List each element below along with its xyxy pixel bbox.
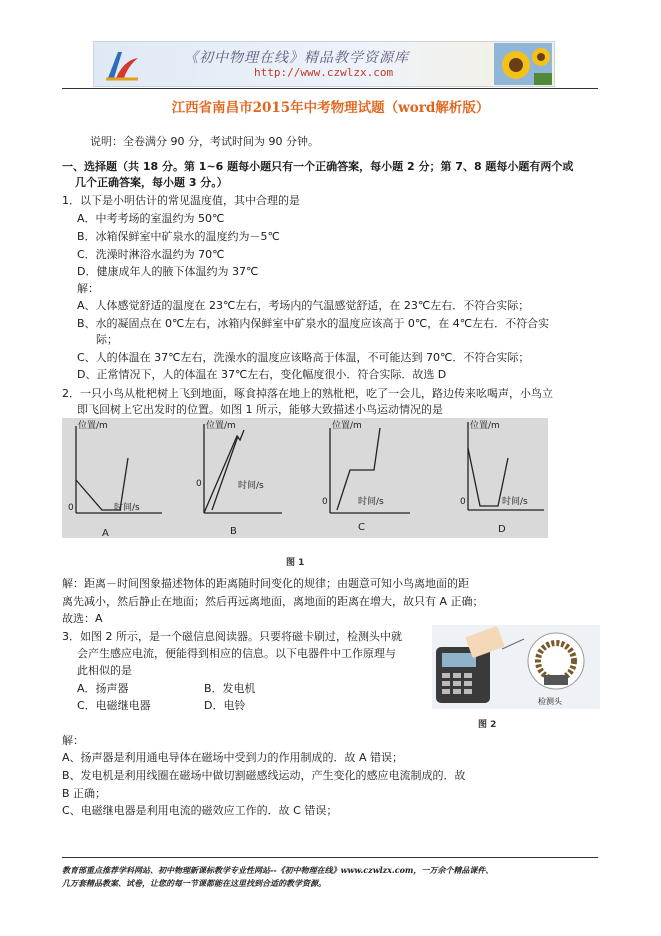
banner-title: 《初中物理在线》精品教学资源库: [184, 50, 409, 66]
q1-solution-label: 解：: [77, 282, 99, 295]
graph-c-x-label: 时间/s: [358, 497, 384, 507]
footer-line1: 教育部重点推荐学科网站、初中物理新课标教学专业性网站--《初中物理在线》www.czwlzx.com，一万余个精品课件、: [62, 865, 494, 875]
graph-b-label: B: [230, 526, 237, 537]
q2-stem-line1: 2．一只小鸟从枇杷树上飞到地面，啄食掉落在地上的熟枇杷，吃了一会儿，路边传来吆喝声，小鸟立: [62, 387, 553, 400]
exam-note: 说明：全卷满分 90 分，考试时间为 90 分钟。: [90, 135, 319, 148]
graph-a-origin: 0: [68, 503, 74, 513]
q1-option-d: D．健康成年人的腋下体温约为 37℃: [77, 265, 259, 278]
banner-url[interactable]: http://www.czwlzx.com: [254, 66, 394, 79]
position-time-graphs: [62, 418, 548, 538]
q1-option-c: C．洗澡时淋浴水温约为 70℃: [77, 248, 225, 261]
header-rule: [62, 88, 598, 89]
graph-a-label: A: [102, 528, 109, 538]
q3-option-d: D．电铃: [204, 699, 246, 712]
page-title: 江西省南昌市2015年中考物理试题（word解析版）: [171, 100, 490, 116]
graph-b-x-label: 时间/s: [238, 481, 264, 491]
graph-d-label: D: [498, 524, 506, 535]
q3-stem-line3: 此相似的是: [77, 664, 132, 677]
page-footer: [62, 864, 622, 890]
graph-b-origin: 0: [196, 479, 202, 489]
graph-a-x-label: 时间/s: [114, 503, 140, 513]
q2-answer-line1: 解：距离－时间图象描述物体的距离随时间变化的规律；由题意可知小鸟离地面的距: [62, 577, 469, 590]
card-reader-illustration: [432, 625, 600, 709]
figure-1-graphs: [62, 418, 548, 538]
graph-d-origin: 0: [460, 497, 466, 507]
graph-b-curve: [204, 430, 244, 513]
footer-line2: 几万套精品教案、试卷，让您的每一节课都能在这里找到合适的教学资源。: [62, 878, 326, 888]
q2-stem-line2: 即飞回树上它出发时的位置。如图 1 所示，能够大致描述小鸟运动情况的是: [77, 403, 443, 416]
q1-stem: 1．以下是小明估计的常见温度值，其中合理的是: [62, 194, 300, 207]
q1-option-b: B．冰箱保鲜室中矿泉水的温度约为－5℃: [77, 230, 280, 243]
detector-label: 检测头: [538, 697, 562, 706]
graph-c-label: C: [358, 522, 365, 533]
q3-option-a: A．扬声器: [77, 682, 129, 695]
graph-c-origin: 0: [322, 497, 328, 507]
graph-d-y-label: 位置/m: [470, 421, 500, 431]
q2-answer-line2: 离先减小，然后静止在地面；然后再远离地面，离地面的距离在增大，故只有 A 正确；: [62, 595, 484, 608]
section-header-line1: 一、选择题（共 18 分。第 1~6 题每小题只有一个正确答案，每小题 2 分；第 7、8 题每小题有两个或: [62, 160, 574, 173]
q3-solution-c: C、电磁继电器是利用电流的磁效应工作的．故 C 错误；: [62, 804, 338, 817]
site-logo-icon: [102, 46, 142, 82]
header-banner: [93, 41, 555, 87]
footer-rule: [62, 857, 598, 858]
figure-2-card-reader: [432, 625, 600, 709]
q2-answer-line3: 故选：A: [62, 612, 103, 625]
q3-solution-b: B、发电机是利用线圈在磁场中做切割磁感线运动，产生变化的感应电流制成的．故: [62, 769, 466, 782]
q3-solution-label: 解：: [62, 734, 84, 747]
q3-option-c: C．电磁继电器: [77, 699, 151, 712]
q1-solution-b: B、水的凝固点在 0℃左右，冰箱内保鲜室中矿泉水的温度应该高于 0℃，在 4℃左右．不符合实: [77, 317, 550, 330]
q3-stem-line2: 会产生感应电流，便能得到相应的信息。以下电器件中工作原理与: [77, 647, 396, 660]
q3-stem-line1: 3．如图 2 所示，是一个磁信息阅读器。只要将磁卡刷过，检测头中就: [62, 630, 402, 643]
graph-a-y-label: 位置/m: [78, 421, 108, 431]
graph-b-curve2: [212, 436, 238, 510]
q1-option-a: A．中考考场的室温约为 50℃: [77, 212, 225, 225]
q1-solution-a: A、人体感觉舒适的温度在 23℃左右，考场内的气温感觉舒适，在 23℃左右．不符合实际；: [77, 299, 530, 312]
q1-solution-b-cont: 际；: [96, 333, 118, 346]
figure-2-caption: 图 2: [478, 720, 497, 730]
graph-b-y-label: 位置/m: [206, 421, 236, 431]
q3-solution-b-cont: B 正确；: [62, 787, 107, 800]
graph-c-y-label: 位置/m: [332, 421, 362, 431]
q1-solution-c: C、人的体温在 37℃左右，洗澡水的温度应该略高于体温，不可能达到 70℃．不符合实际；: [77, 351, 530, 364]
section-header-line2: 几个正确答案，每小题 3 分。）: [75, 176, 228, 189]
q3-solution-a: A、扬声器是利用通电导体在磁场中受到力的作用制成的．故 A 错误；: [62, 751, 404, 764]
q3-option-b: B．发电机: [204, 682, 256, 695]
sunflower-icon: [494, 43, 552, 85]
q1-solution-d: D、正常情况下，人的体温在 37℃左右，变化幅度很小．符合实际．故选 D: [77, 368, 447, 381]
figure-1-caption: 图 1: [286, 558, 305, 568]
graph-d-x-label: 时间/s: [502, 497, 528, 507]
